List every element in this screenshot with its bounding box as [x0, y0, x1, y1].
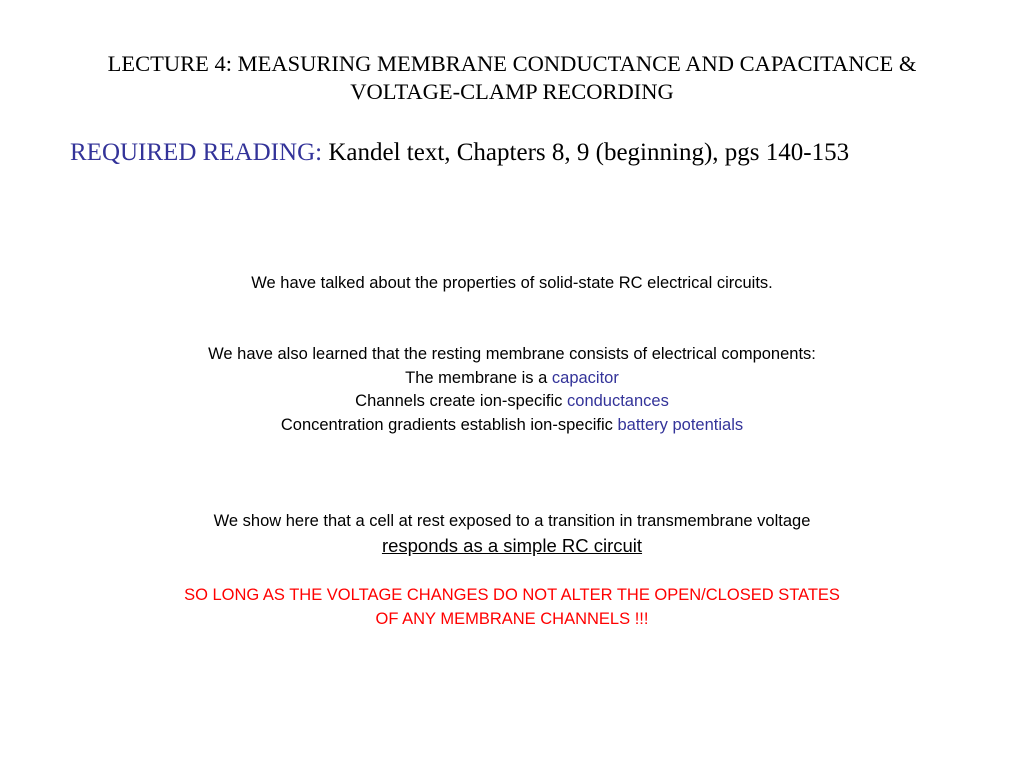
title-line-2: VOLTAGE-CLAMP RECORDING: [350, 79, 674, 104]
component-item-conductances: [0, 390, 1024, 414]
component-term: battery potentials: [617, 415, 744, 434]
slide-title: [0, 50, 1024, 106]
component-prefix: Channels create ion-specific: [355, 392, 568, 410]
component-term: conductances: [567, 392, 669, 410]
component-term: capacitor: [551, 368, 619, 387]
components-paragraph: [0, 343, 1024, 437]
rc-paragraph: [0, 510, 1024, 557]
title-line-1: LECTURE 4: MEASURING MEMBRANE CONDUCTANCE AND CAPACITANCE &: [107, 51, 917, 76]
rc-emphasis: responds as a simple RC circuit: [381, 534, 643, 556]
warning-line-2: OF ANY MEMBRANE CHANNELS !!!: [375, 609, 649, 628]
required-reading-label: REQUIRED READING:: [70, 139, 323, 166]
component-item-capacitor: [0, 367, 1024, 391]
required-reading: [70, 137, 1010, 169]
components-lead: We have also learned that the resting membrane consists of electrical components:: [208, 345, 816, 363]
required-reading-text: Kandel text, Chapters 8, 9 (beginning), pgs 140-153: [328, 139, 850, 166]
intro-text: We have talked about the properties of solid-state RC electrical circuits.: [251, 274, 773, 292]
component-prefix: Concentration gradients establish ion-specific: [280, 415, 618, 434]
component-prefix: The membrane is a: [405, 368, 552, 387]
rc-line-1: We show here that a cell at rest exposed to a transition in transmembrane voltage: [213, 512, 811, 530]
component-item-battery: [0, 414, 1024, 438]
intro-paragraph: [0, 272, 1024, 296]
warning-paragraph: [0, 584, 1024, 631]
warning-line-1: SO LONG AS THE VOLTAGE CHANGES DO NOT ALTER THE OPEN/CLOSED STATES: [184, 586, 840, 604]
